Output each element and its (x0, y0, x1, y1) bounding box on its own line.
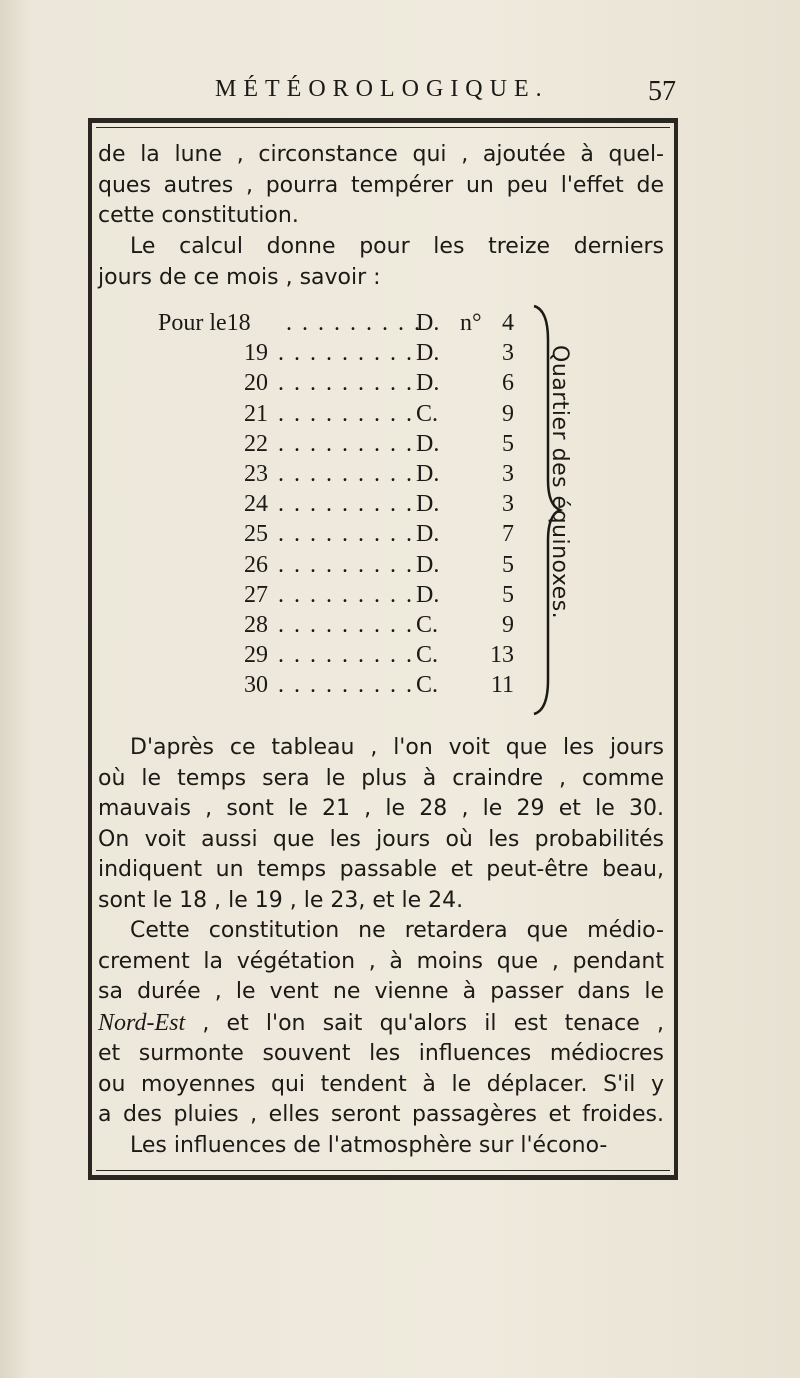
row-number: 5 (502, 551, 514, 578)
paragraph-2 (98, 232, 664, 293)
paragraph-1 (98, 140, 664, 232)
row-code: D. (416, 581, 440, 608)
paragraph-3 (98, 733, 664, 916)
text-line: ou moyennes qui tendent à le déplacer. S'il y (98, 1071, 664, 1097)
row-number: 9 (502, 400, 514, 427)
table-row (158, 642, 558, 672)
running-head-title: MÉTÉOROLOGIQUE. (215, 76, 549, 102)
text-line: Le calcul donne pour les treize derniers (130, 234, 664, 259)
leader-dots: . . . . . . . . . (278, 612, 414, 638)
text-line: où le temps sera le plus à craindre , comme (98, 765, 664, 791)
text-line: crement la végétation , à moins que , pendant (98, 948, 664, 974)
row-day: 26 (244, 551, 268, 578)
text-line-with-italic (98, 1008, 664, 1040)
row-number: 4 (502, 310, 514, 336)
brace-label (542, 345, 602, 675)
table-row (158, 370, 558, 400)
row-code: C. (416, 612, 439, 638)
text-line: cette constitution. (98, 203, 299, 228)
row-code: C. (416, 400, 439, 427)
leader-dots: . . . . . . . . . (278, 491, 414, 518)
leader-dots: . . . . . . . . . (278, 521, 414, 548)
leader-dots: . . . . . . . . . (286, 310, 422, 336)
row-code: D. (416, 551, 440, 578)
row-code: D. (416, 461, 440, 487)
leader-dots: . . . . . . . . . (278, 400, 414, 427)
leader-dots: . . . . . . . . . (278, 581, 414, 608)
row-code: D. (416, 521, 440, 548)
leader-dots: . . . . . . . . . (278, 461, 414, 487)
table-row (158, 491, 558, 521)
text-line: ques autres , pourra tempérer un peu l'effet de (98, 172, 664, 198)
page-number: 57 (648, 76, 676, 107)
row-number: 5 (502, 430, 514, 457)
row-code: D. (416, 370, 440, 397)
text-line: D'après ce tableau , l'on voit que les jours (130, 735, 664, 760)
leader-dots: . . . . . . . . . (278, 340, 414, 367)
forecast-table (158, 310, 558, 710)
row-number: 13 (490, 642, 514, 669)
text-line: Les influences de l'atmosphère sur l'écono- (130, 1132, 608, 1158)
row-code: C. (416, 642, 439, 669)
italic-term: Nord-Est (98, 1009, 186, 1036)
row-number: 6 (502, 370, 514, 397)
row-day: 29 (244, 642, 268, 669)
row-day: 28 (244, 612, 268, 638)
row-prefix: Pour le (158, 310, 227, 336)
row-day: 21 (244, 400, 268, 427)
leader-dots: . . . . . . . . . (278, 672, 414, 699)
row-day: 22 (244, 430, 268, 457)
table-row (158, 521, 558, 551)
row-day: 19 (244, 340, 268, 367)
row-day-number: 18 (226, 310, 251, 336)
text-fragment: , et l'on sait qu'alors il est tenace , (202, 1010, 664, 1036)
number-label: n° (460, 310, 482, 336)
row-number: 11 (490, 672, 514, 699)
table-row (158, 672, 558, 702)
row-day: 24 (244, 491, 268, 518)
text-line: sont le 18 , le 19 , le 23, et le 24. (98, 887, 464, 913)
row-day: 25 (244, 521, 268, 548)
row-number: 3 (502, 461, 514, 487)
table-row (158, 461, 558, 491)
table-row (158, 310, 558, 340)
table-row (158, 582, 558, 612)
row-code: C. (416, 672, 439, 699)
table-row (158, 612, 558, 642)
text-line: a des pluies , elles seront passagères et froides. (98, 1102, 664, 1127)
text-line: et surmonte souvent les influences médiocres (98, 1041, 664, 1066)
row-day (158, 310, 251, 337)
text-line: indiquent un temps passable et peut-être beau, (98, 857, 664, 882)
row-code: D. (416, 491, 440, 518)
row-code: D. (416, 340, 440, 367)
leader-dots: . . . . . . . . . (278, 551, 414, 578)
running-head (0, 76, 800, 116)
row-number: 3 (502, 491, 514, 518)
row-code: D. (416, 310, 440, 336)
text-line: Cette constitution ne retardera que médio- (130, 918, 664, 943)
text-line: de la lune , circonstance qui , ajoutée à quel- (98, 142, 664, 167)
text-line: mauvais , sont le 21 , le 28 , le 29 et le 30. (98, 796, 664, 821)
row-code: D. (416, 430, 440, 457)
text-line: sa durée , le vent ne vienne à passer dans le (98, 979, 664, 1004)
row-day: 20 (244, 370, 268, 397)
row-number: 3 (502, 340, 514, 367)
table-row (158, 431, 558, 461)
text-line: On voit aussi que les jours où les probabilités (98, 826, 664, 852)
leader-dots: . . . . . . . . . (278, 642, 414, 669)
row-number: 5 (502, 581, 514, 608)
row-number: 9 (502, 612, 514, 638)
table-row (158, 401, 558, 431)
row-day: 30 (244, 672, 268, 699)
brace-label-text: Quartier des équinoxes. (547, 345, 572, 620)
row-day: 27 (244, 581, 268, 608)
paragraph-4 (98, 916, 664, 1161)
leader-dots: . . . . . . . . . (278, 370, 414, 397)
table-row (158, 552, 558, 582)
table-row (158, 340, 558, 370)
row-day: 23 (244, 461, 268, 487)
row-number: 7 (502, 521, 514, 548)
leader-dots: . . . . . . . . . (278, 430, 414, 457)
text-line: jours de ce mois , savoir : (98, 264, 381, 290)
